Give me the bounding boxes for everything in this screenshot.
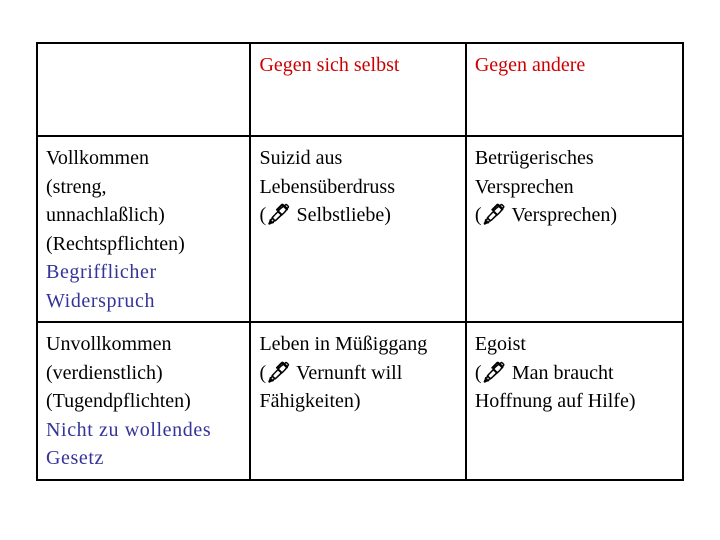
cell-line: Egoist xyxy=(474,333,526,355)
cell-others-imperfect xyxy=(466,322,683,480)
pen-icon: 🖋 xyxy=(481,361,507,384)
arrow-text: Man braucht xyxy=(511,361,614,384)
cell-arrow-line: (🖋 Selbstliebe) xyxy=(259,204,391,226)
pen-icon: 🖋 xyxy=(266,361,292,384)
cell-line: Leben in Müßiggang xyxy=(259,333,428,355)
cell-self-imperfect xyxy=(250,322,465,480)
label-line: (Rechtspflichten) xyxy=(46,232,185,255)
header-self: Gegen sich selbst xyxy=(250,43,465,136)
cell-arrow-line: (🖋 Man braucht xyxy=(474,361,614,384)
label-line: unnachlaßlich) xyxy=(46,204,165,226)
header-empty-cell xyxy=(37,43,250,136)
cell-line: Lebensüberdruss xyxy=(259,175,395,198)
cell-line: Fähigkeiten) xyxy=(259,390,361,412)
label-line: Vollkommen xyxy=(46,147,149,169)
header-others: Gegen andere xyxy=(466,43,683,136)
pen-icon: 🖋 xyxy=(481,204,507,226)
row-label-imperfect xyxy=(37,322,250,480)
cell-self-perfect xyxy=(250,136,465,322)
emphasis-line: Begrifflicher xyxy=(46,261,157,283)
emphasis-line: Widerspruch xyxy=(46,289,156,312)
label-line: (streng, xyxy=(46,175,107,198)
cell-arrow-line: (🖋 Versprechen) xyxy=(474,204,618,226)
emphasis-line: Nicht zu wollendes xyxy=(46,418,212,441)
label-line: (Tugendpflichten) xyxy=(46,390,191,412)
header-row xyxy=(37,43,683,136)
row-label-perfect xyxy=(37,136,250,322)
emphasis-line: Gesetz xyxy=(46,447,105,469)
arrow-text: Versprechen) xyxy=(511,204,618,226)
cell-line: Suizid aus xyxy=(259,147,343,169)
arrow-text: Vernunft will xyxy=(296,361,403,384)
cell-line: Betrügerisches xyxy=(474,147,594,169)
cell-line: Versprechen xyxy=(474,175,574,198)
table-row xyxy=(37,322,683,480)
table-row xyxy=(37,136,683,322)
duties-table xyxy=(36,42,684,481)
label-line: (verdienstlich) xyxy=(46,361,163,384)
cell-line: Hoffnung auf Hilfe) xyxy=(474,390,636,412)
pen-icon: 🖋 xyxy=(266,204,292,226)
label-line: Unvollkommen xyxy=(46,333,172,355)
cell-arrow-line: (🖋 Vernunft will xyxy=(259,361,403,384)
cell-others-perfect xyxy=(466,136,683,322)
arrow-text: Selbstliebe) xyxy=(296,204,391,226)
